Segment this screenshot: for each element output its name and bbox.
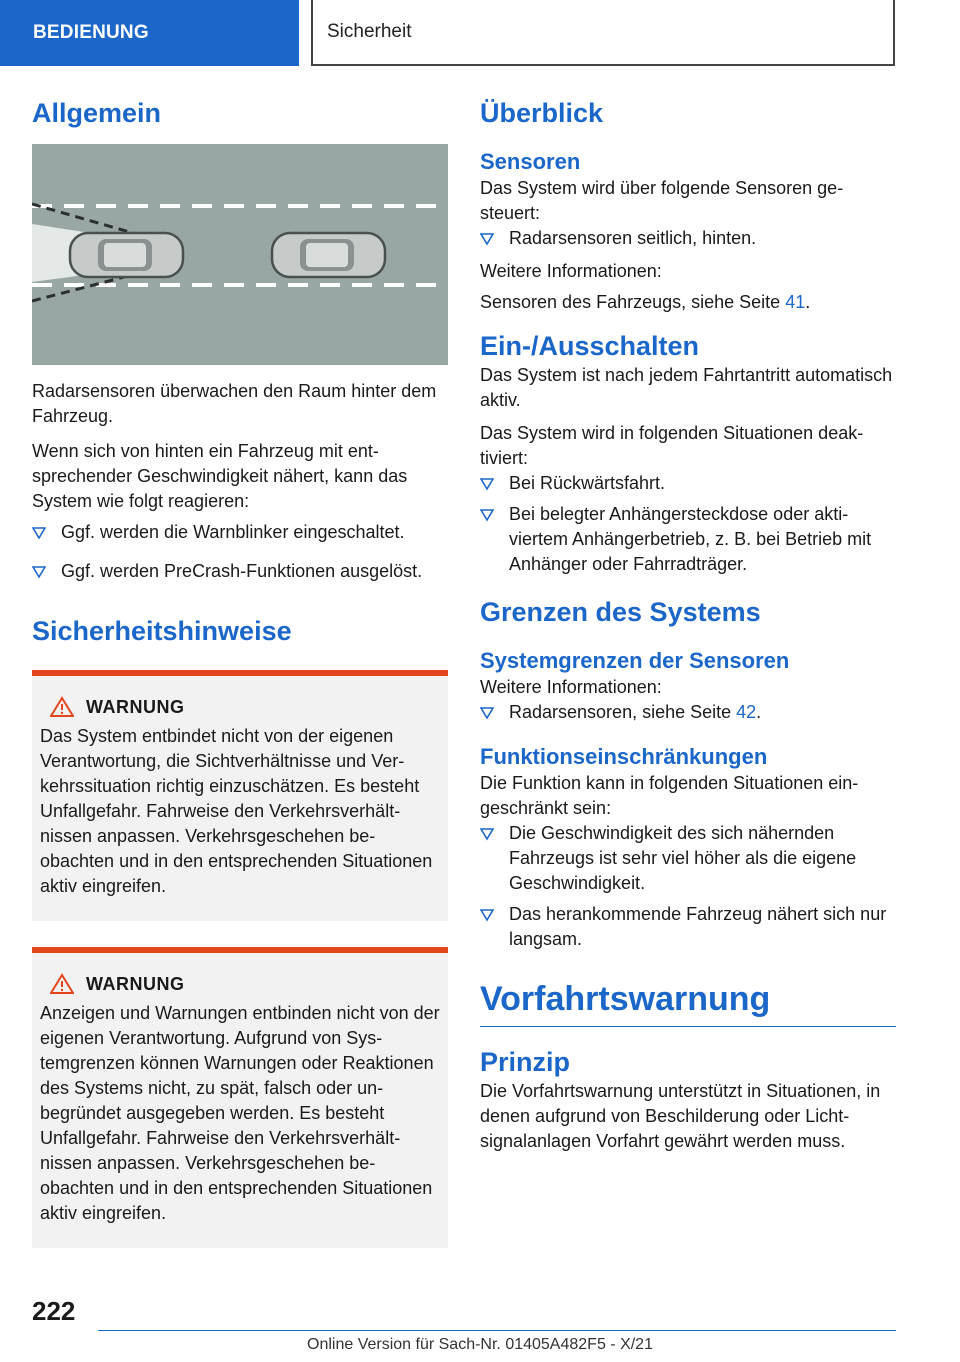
- list-item: Radarsensoren, siehe Seite 42.: [480, 700, 896, 725]
- heading-function-limits: Funktionseinschränkungen: [480, 744, 768, 769]
- heading-sensors: Sensoren: [480, 149, 581, 174]
- page-number: 222: [32, 1296, 76, 1326]
- function-limits-text: Die Funktion kann in folgenden Situationen eingeschränkt sein:: [480, 773, 859, 818]
- more-info-label: Weitere Informationen:: [480, 677, 662, 697]
- warning-text: Das System entbindet nicht von der eigenen Verantwortung, die Sichtverhältnisse und Verkehrssituation richtig einzuschätzen. Es besteht Unfallgefahr. Fahrweise den Verkehrsverhältnissen anpassen. Verkehrsgeschehen beobachten und in den entsprechenden Situationen aktiv eingreifen.: [40, 726, 433, 896]
- list-item: Bei Rückwärtsfahrt.: [480, 471, 896, 496]
- heading-sensor-limits: Systemgrenzen der Sensoren: [480, 648, 790, 673]
- chapter-tab: [311, 0, 895, 66]
- footer-rule: [98, 1330, 896, 1331]
- limits-list: [480, 700, 896, 725]
- bullet-triangle-icon: [32, 526, 46, 540]
- list-item: Das herankommende Fahrzeug nähert sich nur langsam.: [480, 902, 896, 952]
- priority-heading-block: [480, 978, 896, 1027]
- list-item: Bei belegter Anhängersteckdose oder aktiviertem Anhängerbetrieb, z. B. bei Betrieb mit Anhänger oder Fahrradträger.: [480, 502, 896, 577]
- heading-priority-warning: Vorfahrtswarnung: [480, 980, 771, 1018]
- warning-label: WARNUNG: [86, 696, 185, 717]
- switch-text-2: Das System wird in folgenden Situationen deaktiviert:: [480, 423, 864, 468]
- heading-limits: Grenzen des Systems: [480, 597, 761, 627]
- sensors-reference: Sensoren des Fahrzeugs, siehe Seite 41.: [480, 292, 811, 312]
- warning-box-1: [32, 670, 448, 921]
- sensors-text: Das System wird über folgende Sensoren gesteuert:: [480, 178, 844, 223]
- warning-header: [40, 973, 440, 995]
- bullet-triangle-icon: [480, 827, 494, 841]
- list-item: Radarsensoren seitlich, hinten.: [480, 226, 896, 251]
- left-column: [32, 96, 448, 1248]
- chapter-title: Sicherheit: [327, 21, 412, 42]
- switch-text-1: Das System ist nach jedem Fahrtantritt automatisch aktiv.: [480, 365, 893, 410]
- heading-switch: Ein-/Ausschalten: [480, 331, 700, 361]
- right-column: [480, 96, 896, 1154]
- list-item: Ggf. werden die Warnblinker eingeschaltet.: [32, 520, 448, 545]
- bullet-triangle-icon: [480, 232, 494, 246]
- function-limits-list: [480, 821, 896, 952]
- warning-text: Anzeigen und Warnungen entbinden nicht von der eigenen Verantwortung. Aufgrund von Systemgrenzen können Warnungen oder Reaktionen des Systems nicht, zu spät, falsch oder unbegründet ausgegeben werden. Es besteht Unfallgefahr. Fahrweise den Verkehrsverhältnissen anpassen. Verkehrsgeschehen beobachten und in den entsprechenden Situationen aktiv eingreifen.: [40, 1003, 440, 1223]
- bullet-triangle-icon: [480, 477, 494, 491]
- condition-text: Wenn sich von hinten ein Fahrzeug mit entsprechender Geschwindigkeit nähert, kann das System wie folgt reagieren:: [32, 441, 408, 511]
- radar-diagram: [32, 144, 448, 365]
- heading-principle: Prinzip: [480, 1047, 571, 1077]
- warning-box-2: [32, 947, 448, 1248]
- heading-safety: Sicherheitshinweise: [32, 616, 292, 646]
- list-item: Die Geschwindigkeit des sich nähernden Fahrzeugs ist sehr viel höher als die eigene Geschwindigkeit.: [480, 821, 896, 896]
- warning-header: [40, 696, 440, 718]
- section-tab: [0, 0, 299, 66]
- bullet-triangle-icon: [32, 565, 46, 579]
- car-front-icon: [272, 233, 385, 277]
- warning-label: WARNUNG: [86, 973, 185, 994]
- list-item: Ggf. werden PreCrash-Funktionen ausgelöst.: [32, 559, 448, 584]
- bullet-triangle-icon: [480, 706, 494, 720]
- page-link-42[interactable]: 42: [736, 702, 757, 722]
- footer-online-version: Online Version für Sach-Nr. 01405A482F5 - X/21: [307, 1336, 653, 1353]
- warning-triangle-icon: [50, 696, 74, 718]
- heading-general: Allgemein: [32, 98, 162, 128]
- switch-list: [480, 471, 896, 577]
- bullet-triangle-icon: [480, 908, 494, 922]
- page-link-41[interactable]: 41: [785, 292, 806, 312]
- radar-illustration: [32, 144, 448, 365]
- section-title: BEDIENUNG: [33, 22, 149, 43]
- bullet-triangle-icon: [480, 508, 494, 522]
- reaction-list: [32, 520, 448, 584]
- sensors-list: [480, 226, 896, 251]
- car-rear-icon: [70, 233, 183, 277]
- warning-triangle-icon: [50, 973, 74, 995]
- principle-text: Die Vorfahrtswarnung unterstützt in Situationen, in denen aufgrund von Beschilderung oder Lichtsignalanlagen Vorfahrt gewährt werden muss.: [480, 1081, 881, 1151]
- intro-text: Radarsensoren überwachen den Raum hinter dem Fahrzeug.: [32, 381, 437, 426]
- more-info-label: Weitere Informationen:: [480, 261, 662, 281]
- heading-overview: Überblick: [480, 98, 604, 128]
